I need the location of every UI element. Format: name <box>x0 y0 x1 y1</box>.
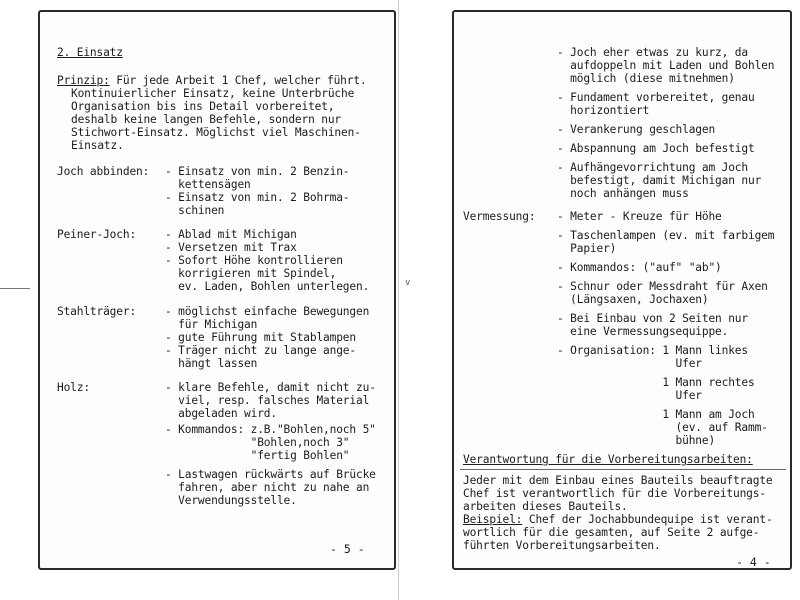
measure-line: Papier) <box>557 242 617 255</box>
page-right <box>452 10 792 570</box>
measure-line: - Schnur oder Messdraht für Axen <box>557 280 768 293</box>
block-line: viel, resp. falsches Material <box>165 394 370 407</box>
block-label-peiner-joch: Peiner-Joch: <box>57 228 137 241</box>
center-margin-mark: v <box>405 278 411 288</box>
block-line: ev. Laden, Bohlen unterlegen. <box>165 280 370 293</box>
measure-line: Ufer <box>557 357 702 370</box>
top-line: - Joch eher etwas zu kurz, da <box>557 46 748 59</box>
example-line-0 <box>463 513 773 526</box>
block-line: korrigieren mit Spindel, <box>165 267 337 280</box>
top-line: aufdoppeln mit Laden und Bohlen <box>557 59 775 72</box>
block-line: - Einsatz von min. 2 Benzin- <box>165 165 350 178</box>
block-line: schinen <box>165 204 225 217</box>
page-left <box>38 10 396 570</box>
block-label-joch-abbinden: Joch abbinden: <box>57 165 150 178</box>
block-line: - Sofort Höhe kontrollieren <box>165 254 343 267</box>
example-text-0: Chef der Jochabbundequipe ist verant- <box>522 513 773 526</box>
block-line: "Bohlen,noch 3" <box>165 436 350 449</box>
block-line: Verwendungsstelle. <box>165 494 297 507</box>
example-label: Beispiel: <box>463 513 523 526</box>
measure-line: - Organisation: 1 Mann linkes <box>557 344 748 357</box>
block-line: - gute Führung mit Stablampen <box>165 331 356 344</box>
center-fold <box>398 0 399 600</box>
block-label-stahltraeger: Stahlträger: <box>57 305 137 318</box>
block-line: - klare Befehle, damit nicht zu- <box>165 381 376 394</box>
measure-line: eine Vermessungsequippe. <box>557 325 729 338</box>
block-line: - Träger nicht zu lange ange- <box>165 344 356 357</box>
block-line: fahren, aber nicht zu nahe an <box>165 481 370 494</box>
page-number-left: - 5 - <box>330 542 365 556</box>
block-line: - Lastwagen rückwärts auf Brücke <box>165 468 376 481</box>
measure-line: 1 Mann rechtes <box>557 376 755 389</box>
top-line: möglich (diese mitnehmen) <box>557 72 735 85</box>
measure-line: 1 Mann am Joch <box>557 408 755 421</box>
block-line: - Ablad mit Michigan <box>165 228 297 241</box>
principle-line-1: Kontinuierlicher Einsatz, keine Unterbrüche <box>71 87 355 100</box>
block-line: kettensägen <box>165 178 251 191</box>
responsibility-line: Jeder mit dem Einbau eines Bauteils beauftragte <box>463 474 773 487</box>
top-line: - Verankerung geschlagen <box>557 123 716 136</box>
measure-line: - Bei Einbau von 2 Seiten nur <box>557 312 748 325</box>
separator-line <box>460 469 786 470</box>
measure-line: - Taschenlampen (ev. mit farbigem <box>557 229 775 242</box>
block-line: - Kommandos: z.B."Bohlen,noch 5" <box>165 423 376 436</box>
principle-line-3: deshalb keine langen Befehle, sondern nur <box>71 113 342 126</box>
example-line: wortlich für die gesamten, auf Seite 2 aufge- <box>463 526 760 539</box>
block-line: "fertig Bohlen" <box>165 449 350 462</box>
responsibility-line: arbeiten dieses Bauteils. <box>463 500 628 513</box>
example-line: führten Vorbereitungsarbeiten. <box>463 539 661 552</box>
measure-label: Vermessung: <box>463 210 536 223</box>
principle-line-5: Einsatz. <box>71 139 124 152</box>
responsibility-heading: Verantwortung für die Vorbereitungsarbeiten: <box>463 453 753 466</box>
principle-label: Prinzip: <box>57 74 110 87</box>
measure-line: - Kommandos: ("auf" "ab") <box>557 261 722 274</box>
block-line: abgeladen wird. <box>165 407 277 420</box>
principle-line-4: Stichwort-Einsatz. Möglichst viel Maschinen- <box>71 126 361 139</box>
measure-line: (ev. auf Ramm- <box>557 421 768 434</box>
block-label-holz: Holz: <box>57 381 90 394</box>
block-line: - möglichst einfache Bewegungen <box>165 305 370 318</box>
block-line: - Einsatz von min. 2 Bohrma- <box>165 191 350 204</box>
principle-line-2: Organisation bis ins Detail vorbereitet, <box>71 100 335 113</box>
left-margin-dash <box>0 288 30 289</box>
measure-line: - Meter - Kreuze für Höhe <box>557 210 722 223</box>
top-line: - Abspannung am Joch befestigt <box>557 142 755 155</box>
block-line: hängt lassen <box>165 357 258 370</box>
section-title: 2. Einsatz <box>57 46 123 59</box>
principle-line-0 <box>57 74 367 87</box>
top-line: - Fundament vorbereitet, genau <box>557 91 755 104</box>
measure-line: bühne) <box>557 434 716 447</box>
principle-text-0: Für jede Arbeit 1 Chef, welcher führt. <box>109 74 367 87</box>
measure-line: Ufer <box>557 389 702 402</box>
responsibility-line: Chef ist verantwortlich für die Vorbereitungs- <box>463 487 766 500</box>
top-line: - Aufhängevorrichtung am Joch <box>557 161 748 174</box>
block-line: für Michigan <box>165 318 258 331</box>
page-number-right: - 4 - <box>736 555 771 569</box>
top-line: noch anhängen muss <box>557 187 689 200</box>
block-line: - Versetzen mit Trax <box>165 241 297 254</box>
top-line: befestigt, damit Michigan nur <box>557 174 762 187</box>
measure-line: (Längsaxen, Jochaxen) <box>557 293 709 306</box>
top-line: horizontiert <box>557 104 650 117</box>
